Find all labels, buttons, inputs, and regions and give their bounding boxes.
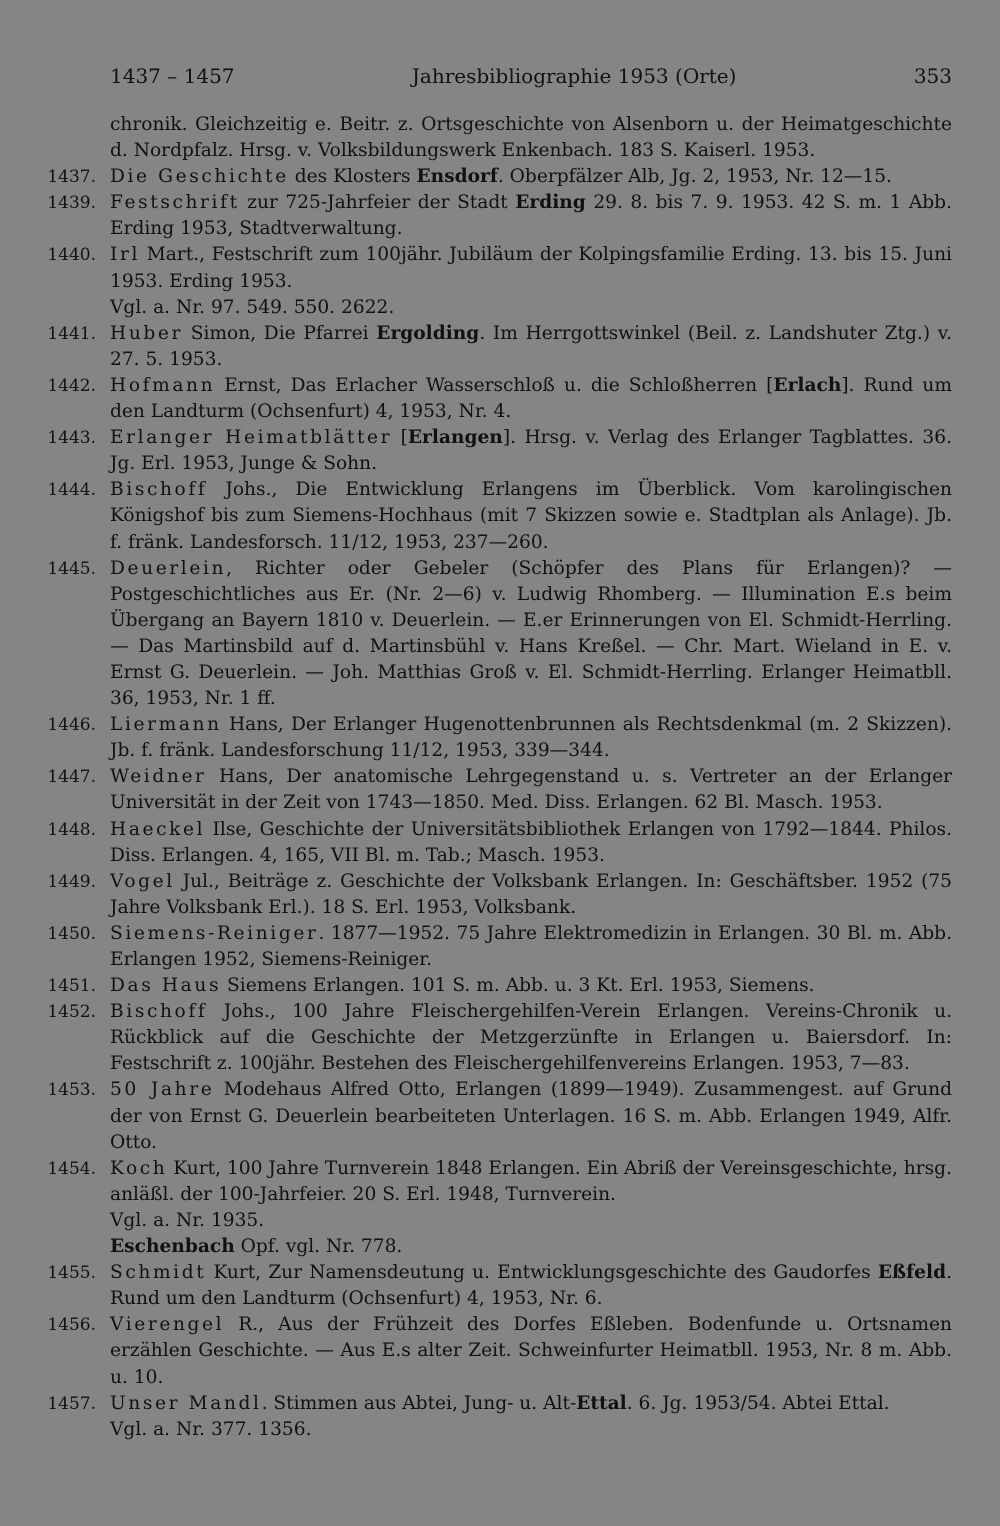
entry-1446 — [0, 712, 1000, 764]
entry-number: 1449. — [47, 871, 96, 892]
entry-place: Eschenbach — [110, 1236, 235, 1258]
entry-author: Bischoff — [110, 479, 208, 501]
entry-number: 1451. — [47, 976, 96, 997]
entry-1437 — [0, 164, 1000, 190]
entry-place: Eßfeld — [877, 1262, 947, 1284]
entry-text-rest: ]. Hrsg. v. Verlag des Erlanger Tagblattes. 36. Jg. Erl. 1953, Junge & Sohn. — [110, 427, 952, 475]
entry-number: 1450. — [47, 923, 96, 944]
entry-number: 1456. — [47, 1315, 96, 1336]
bibliography-entries — [0, 112, 1000, 1443]
entry-author: 50 Jahre — [110, 1079, 215, 1101]
entry-1447 — [0, 764, 1000, 816]
entry-text: Ernst, Das Erlacher Wasserschloß u. die Schloßherren [ — [215, 374, 774, 396]
entry-text: Modehaus Alfred Otto, Erlangen (1899—1949). Zusammengest. auf Grund der von Ernst G. Deuerlein bearbeiteten Unterlagen. 16 S. m. Abb. Erlangen 1949, Alfr. Otto. — [110, 1079, 953, 1153]
entry-author: Die Geschichte — [110, 166, 289, 188]
entry-text: zur 725-Jahrfeier der Stadt — [239, 192, 516, 214]
entry-place: Erding — [515, 192, 586, 214]
entry-text: Siemens Erlangen. 101 S. m. Abb. u. 3 Kt. Erl. 1953, Siemens. — [221, 975, 815, 997]
entry-author: Bischoff — [110, 1001, 208, 1023]
entry-text: Kurt, Zur Namensdeutung u. Entwicklungsgeschichte des Gaudorfes — [206, 1262, 878, 1284]
entry-number: 1442. — [47, 375, 96, 396]
entry-number: 1457. — [47, 1393, 96, 1414]
entry-author: Unser Mandl — [110, 1392, 262, 1414]
entry-1449 — [0, 869, 1000, 921]
entry-author: Irl — [110, 244, 140, 266]
entry-text: Jul., Beiträge z. Geschichte der Volksbank Erlangen. In: Geschäftsber. 1952 (75 Jahre Volksbank Erl.). 18 S. Erl. 1953, Volksbank. — [110, 870, 952, 918]
entry-number: 1448. — [47, 819, 96, 840]
page-number: 353 — [913, 64, 952, 88]
entry-range: 1437 – 1457 — [110, 64, 235, 88]
entry-number: 1452. — [47, 1002, 96, 1023]
entry-text: Ilse, Geschichte der Universitätsbibliothek Erlangen von 1792—1844. Philos. Diss. Erlangen. 4, 165, VII Bl. m. Tab.; Masch. 1953. — [110, 818, 952, 866]
entry-number: 1440. — [47, 245, 96, 266]
entry-text: Hans, Der Erlanger Hugenottenbrunnen als Rechtsdenkmal (m. 2 Skizzen). Jb. f. fränk. Landesforschung 11/12, 1953, 339—344. — [110, 714, 952, 762]
entry-author: Deuerlein — [110, 557, 227, 579]
entry-1448 — [0, 817, 1000, 869]
entry-number: 1443. — [47, 428, 96, 449]
entry-number: 1446. — [47, 715, 96, 736]
entry-number: 1439. — [47, 193, 96, 214]
entry-text-rest: 29. 8. bis 7. 9. 1953. 42 S. m. 1 Abb. Erding 1953, Stadtverwaltung. — [110, 192, 952, 240]
entry-place: Erlangen — [407, 427, 503, 449]
entry-author: Festschrift — [110, 192, 240, 214]
entry-text: Vgl. a. Nr. 1935. — [110, 1209, 265, 1231]
entry-author: Siemens-Reiniger — [110, 922, 319, 944]
entry-1442 — [0, 373, 1000, 425]
entry-1444 — [0, 477, 1000, 555]
entry-place: Ettal — [576, 1392, 627, 1414]
entry-text: . Stimmen aus Abtei, Jung- u. Alt- — [261, 1392, 577, 1414]
entry-author: Liermann — [110, 714, 222, 736]
entry-1450 — [0, 921, 1000, 973]
entry-number: 1454. — [47, 1158, 96, 1179]
entry-place: Ergolding — [376, 322, 480, 344]
entry-text: . 1877—1952. 75 Jahre Elektromedizin in Erlangen. 30 Bl. m. Abb. Erlangen 1952, Siemens-Reiniger. — [110, 922, 952, 970]
entry-number: 1447. — [47, 767, 96, 788]
entry-text: des Klosters — [288, 166, 417, 188]
entry-place: Ensdorf — [416, 166, 498, 188]
entry-text-rest: ]. Rund um den Landturm (Ochsenfurt) 4, 1953, Nr. 4. — [110, 374, 952, 423]
entry-text: Simon, Die Pfarrei — [183, 322, 377, 344]
entry-author: Vogel — [110, 870, 175, 892]
entry-author: Erlanger Heimatblätter — [110, 427, 393, 449]
entry-1441 — [0, 321, 1000, 373]
entry-number: 1453. — [47, 1080, 96, 1101]
entry-text: Mart., Festschrift zum 100jähr. Jubiläum der Kolpingsfamilie Erding. 13. bis 15. Juni 1953. Erding 1953. — [110, 244, 952, 292]
entry-1451 — [0, 973, 1000, 999]
entry-author: Schmidt — [110, 1262, 207, 1284]
entry-text-rest: chronik. Gleichzeitig e. Beitr. z. Ortsgeschichte von Alsenborn u. der Heimatgeschichte d. Nordpfalz. Hrsg. v. Volksbildungswerk Enkenbach. 183 S. Kaiserl. 1953. — [110, 114, 952, 162]
entry-number: 1455. — [47, 1263, 96, 1284]
entry-text-rest: . 6. Jg. 1953/54. Abtei Ettal. — [626, 1392, 890, 1414]
entry-text: [ — [392, 427, 408, 449]
entry-1443 — [0, 425, 1000, 477]
place-cross-reference — [0, 1234, 1000, 1260]
entry-author: Das Haus — [110, 975, 222, 997]
cross-reference — [0, 295, 1000, 321]
entry-author: Koch — [110, 1157, 168, 1179]
entry-1453 — [0, 1077, 1000, 1155]
entry-text-rest: . Im Herrgottswinkel (Beil. z. Landshuter Ztg.) v. 27. 5. 1953. — [110, 322, 952, 370]
entry-1454 — [0, 1156, 1000, 1208]
entry-author: Huber — [110, 322, 184, 344]
entry-number: 1444. — [47, 480, 96, 501]
entry-author: Hofmann — [110, 374, 216, 396]
entry-text: Kurt, 100 Jahre Turnverein 1848 Erlangen. Ein Abriß der Vereinsgeschichte, hrsg. anläßl. der 100-Jahrfeier. 20 S. Erl. 1948, Turnverein. — [110, 1157, 952, 1205]
entry-text-rest: Opf. vgl. Nr. 778. — [234, 1236, 403, 1258]
entry-text: Johs., 100 Jahre Fleischergehilfen-Verein Erlangen. Vereins-Chronik u. Rückblick auf die Geschichte der Metzgerzünfte in Erlangen u. Baiersdorf. In: Festschrift z. 100jähr. Bestehen des Fleischergehilfenvereins Erlangen. 1953, 7—83. — [110, 1001, 952, 1075]
entry-1440 — [0, 242, 1000, 294]
entry-1452 — [0, 999, 1000, 1077]
entry-author: Vierengel — [110, 1314, 225, 1336]
entry-author: Weidner — [110, 766, 207, 788]
entry-author: Haeckel — [110, 818, 206, 840]
entry-text: R., Aus der Frühzeit des Dorfes Eßleben. Bodenfunde u. Ortsnamen erzählen Geschichte. — Aus E.s alter Zeit. Schweinfurter Heimatbll. 1953, Nr. 8 m. Abb. u. 10. — [110, 1314, 952, 1388]
entry-text: Johs., Die Entwicklung Erlangens im Überblick. Vom karolingischen Königshof bis zum Siemens-Hochhaus (mit 7 Skizzen sowie e. Stadtplan als Anlage). Jb. f. fränk. Landesforsch. 11/12, 1953, 237—260. — [110, 479, 952, 553]
entry-number: 1441. — [47, 323, 96, 344]
entry-text: Hans, Der anatomische Lehrgegenstand u. s. Vertreter an der Erlanger Universität in der Zeit von 1743—1850. Med. Diss. Erlangen. 62 Bl. Masch. 1953. — [110, 766, 952, 814]
running-header — [110, 60, 952, 92]
entry-text-rest: . Rund um den Landturm (Ochsenfurt) 4, 1953, Nr. 6. — [110, 1262, 952, 1310]
cross-reference — [0, 1417, 1000, 1443]
entry-1456 — [0, 1312, 1000, 1390]
entry-text: Vgl. a. Nr. 377. 1356. — [110, 1418, 312, 1440]
entry-1455 — [0, 1260, 1000, 1312]
entry-continuation — [0, 112, 1000, 164]
cross-reference — [0, 1208, 1000, 1234]
entry-text: , Richter oder Gebeler (Schöpfer des Plans für Erlangen)? — Postgeschichtliches aus Er. (Nr. 2—6) v. Ludwig Rhomberg. — Illumination E.s beim Übergang an Bayern 1810 v. Deuerlein. — E.er Erinnerungen von El. Schmidt-Herrling. — Das Martinsbild auf d. Martinsbühl v. Hans Kreßel. — Chr. Mart. Wieland in E. v. Ernst G. Deuerlein. — Joh. Matthias Groß v. El. Schmidt-Herrling. Erlanger Heimatbll. 36, 1953, Nr. 1 ff. — [110, 557, 952, 710]
entry-number: 1437. — [47, 167, 96, 188]
entry-number: 1445. — [47, 558, 96, 579]
entry-1457 — [0, 1391, 1000, 1417]
entry-1445 — [0, 556, 1000, 713]
entry-text-rest: . Oberpfälzer Alb, Jg. 2, 1953, Nr. 12—15. — [497, 166, 892, 188]
entry-place: Erlach — [773, 374, 842, 396]
running-title: Jahresbibliographie 1953 (Orte) — [411, 64, 737, 88]
entry-text: Vgl. a. Nr. 97. 549. 550. 2622. — [110, 296, 395, 318]
entry-1439 — [0, 190, 1000, 242]
